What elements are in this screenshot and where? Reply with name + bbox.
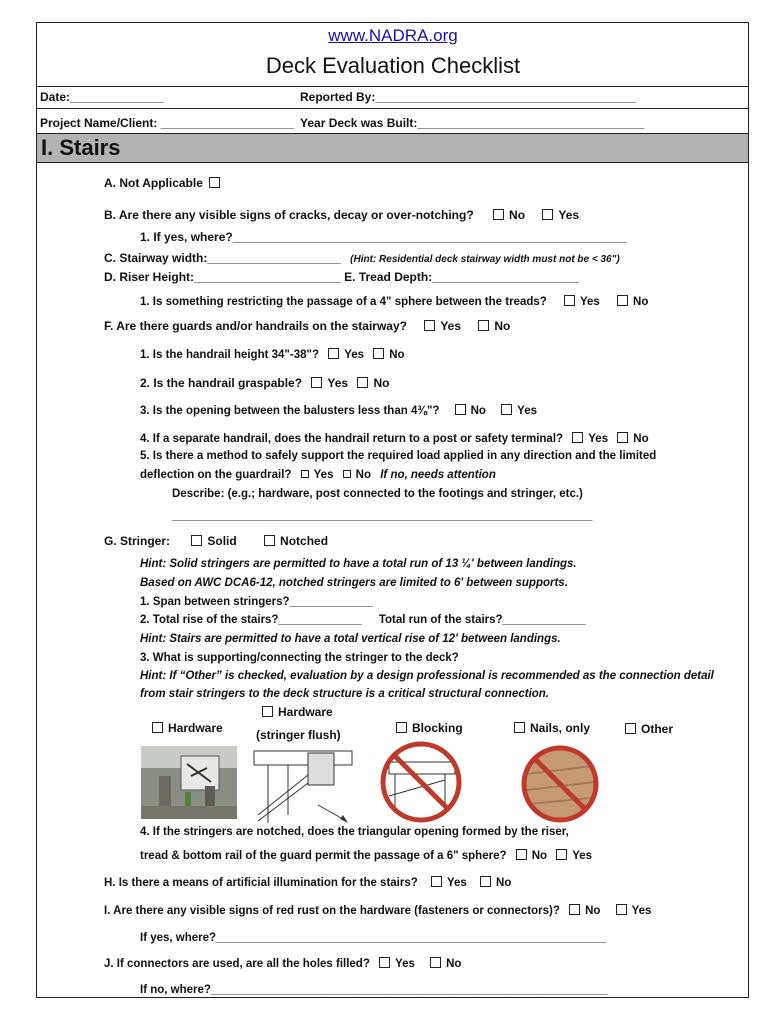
option-label: No	[355, 469, 372, 481]
option-label: Yes	[395, 957, 415, 970]
item-h-text: H. Is there a means of artificial illumination for the stairs?	[104, 876, 418, 889]
option-label: Yes	[344, 348, 365, 361]
item-g4b-text: tread & bottom rail of the guard permit the passage of a 6" sphere?	[140, 849, 507, 862]
reported-by-field[interactable]: Reported By:_______________________________________	[300, 90, 636, 104]
option-sublabel: (stringer flush)	[256, 728, 341, 742]
checkbox-no[interactable]	[617, 432, 628, 443]
item-a-text: A. Not Applicable	[104, 176, 203, 190]
item-j1[interactable]	[140, 984, 613, 996]
item-f2-text: 2. Is the handrail graspable?	[140, 376, 303, 390]
checkbox-no[interactable]	[357, 377, 368, 388]
option-label: No	[633, 295, 649, 308]
item-g1-text: 1. Span between stringers?_____________	[140, 596, 373, 608]
item-f1	[140, 348, 411, 361]
item-b-text: B. Are there any visible signs of cracks, decay or over-notching?	[104, 208, 474, 222]
item-g	[104, 534, 334, 548]
item-d1	[140, 295, 654, 308]
checkbox-yes[interactable]	[328, 348, 339, 359]
option-label: No	[531, 849, 548, 862]
checkbox-yes[interactable]	[311, 377, 322, 388]
describe-line[interactable]	[172, 508, 598, 522]
checkbox-yes[interactable]	[556, 849, 567, 860]
item-a	[104, 176, 225, 190]
item-d1-text: 1. Is something restricting the passage of a 4" sphere between the treads?	[140, 295, 547, 308]
item-j-text: J. If connectors are used, are all the holes filled?	[104, 957, 370, 970]
item-f2	[140, 376, 395, 390]
item-j1-text: If no, where?______________________________________________________________	[140, 984, 608, 996]
item-g4	[140, 826, 575, 838]
checkbox-no[interactable]	[430, 957, 441, 968]
hint-text: Hint: Solid stringers are permitted to have a total run of 13 ¼' between landings.	[140, 558, 577, 570]
option-label: Solid	[207, 534, 237, 548]
option-label: Nails, only	[530, 721, 591, 735]
checkbox-no[interactable]	[617, 295, 628, 306]
item-f5	[140, 450, 662, 462]
item-g-text: G. Stringer:	[104, 534, 171, 548]
item-f5-continued	[140, 469, 502, 481]
option-label: Yes	[558, 208, 580, 222]
website-link[interactable]: www.NADRA.org	[328, 26, 458, 45]
item-f3	[140, 404, 543, 417]
option-hardware-flush[interactable]	[262, 705, 339, 719]
checkbox[interactable]	[152, 722, 163, 733]
option-label: Other	[641, 722, 674, 736]
nails-prohibited-image	[515, 744, 605, 824]
option-other[interactable]	[625, 722, 679, 736]
checkbox[interactable]	[209, 177, 220, 188]
divider	[37, 108, 748, 109]
checkbox-yes[interactable]	[501, 404, 512, 415]
item-f4	[140, 432, 655, 445]
total-rise-text: 2. Total rise of the stairs?_____________	[140, 614, 362, 626]
hint-text: Hint: Stairs are permitted to have a total vertical rise of 12' between landings.	[140, 633, 561, 645]
option-label: No	[509, 208, 526, 222]
item-i1[interactable]	[140, 932, 612, 944]
item-g3-text: 3. What is supporting/connecting the stringer to the deck?	[140, 652, 459, 664]
nails-only-prohibited-photo	[515, 744, 605, 824]
option-label: Yes	[572, 849, 593, 862]
page-title: Deck Evaluation Checklist	[265, 53, 521, 78]
checkbox[interactable]	[262, 706, 273, 717]
project-name-field[interactable]: Project Name/Client: ____________________	[40, 116, 295, 130]
item-g1[interactable]	[140, 596, 379, 608]
checkbox[interactable]	[514, 722, 525, 733]
item-b1[interactable]	[140, 230, 632, 244]
stair-rise-hint	[140, 633, 567, 645]
option-label: Yes	[517, 404, 537, 417]
blocking-prohibited-drawing	[375, 740, 467, 825]
option-blocking[interactable]	[396, 721, 469, 735]
hardware-photo	[141, 746, 237, 819]
item-i-text: I. Are there any visible signs of red rust on the hardware (fasteners or connectors)?	[104, 904, 560, 917]
year-built-field[interactable]: Year Deck was Built:__________________________________	[300, 116, 645, 130]
item-c[interactable]	[104, 251, 626, 265]
option-label: Yes	[580, 295, 600, 308]
checkbox-no[interactable]	[478, 320, 489, 331]
checkbox-notched[interactable]	[264, 535, 275, 546]
hardware-flush-drawing	[248, 745, 358, 827]
checkbox-yes[interactable]	[616, 904, 627, 915]
option-label: No	[494, 319, 511, 333]
hardware-photo-image	[141, 746, 237, 819]
item-b	[104, 208, 585, 222]
describe-text: Describe: (e.g.; hardware, post connected to the footings and stringer, etc.)	[172, 488, 583, 500]
option-label: Yes	[327, 376, 349, 390]
option-label: Yes	[440, 319, 462, 333]
option-label: Yes	[631, 904, 652, 917]
option-label: Yes	[313, 469, 334, 481]
stringer-hint-2	[140, 577, 574, 589]
option-label: Yes	[446, 876, 467, 889]
item-d[interactable]	[104, 270, 585, 284]
option-label: No	[446, 957, 462, 970]
option-label: No	[585, 904, 601, 917]
divider	[37, 86, 748, 87]
checkbox[interactable]	[396, 722, 407, 733]
checkbox-no[interactable]	[493, 209, 504, 220]
item-g2[interactable]	[140, 614, 592, 626]
hint-text: Based on AWC DCA6-12, notched stringers are limited to 6' between supports.	[140, 577, 568, 589]
option-label: Yes	[588, 432, 609, 445]
checkbox-yes[interactable]	[542, 209, 553, 220]
option-label: Hardware	[168, 721, 223, 735]
checkbox-yes[interactable]	[301, 470, 309, 478]
option-label: Hardware	[278, 705, 333, 719]
item-f	[104, 319, 516, 333]
item-f1-text: 1. Is the handrail height 34"-38"?	[140, 348, 319, 361]
checkbox-no[interactable]	[373, 348, 384, 359]
other-hint-1	[140, 670, 720, 682]
item-f5b-text: deflection on the guardrail?	[140, 469, 292, 481]
checkbox-no[interactable]	[569, 904, 580, 915]
item-d-text: D. Riser Height:______________________ E. Tread Depth:______________________	[104, 270, 580, 284]
item-i1-text: If yes, where?_____________________________________________________________	[140, 932, 607, 944]
option-label: No	[496, 876, 512, 889]
checkbox-no[interactable]	[343, 470, 351, 478]
option-label: No	[470, 404, 486, 417]
checkbox[interactable]	[625, 723, 636, 734]
other-hint-2	[140, 688, 555, 700]
option-hardware[interactable]	[152, 721, 229, 735]
item-f4-text: 4. If a separate handrail, does the handrail return to a post or safety terminal?	[140, 432, 564, 445]
checkbox-no[interactable]	[480, 876, 491, 887]
checkbox-solid[interactable]	[191, 535, 202, 546]
item-f-text: F. Are there guards and/or handrails on the stairway?	[104, 319, 407, 333]
total-run-text: Total run of the stairs?_____________	[378, 614, 586, 626]
item-b1-text: 1. If yes, where?___________________________________________________________	[140, 230, 627, 244]
option-nails-only[interactable]	[514, 721, 596, 735]
checkbox-yes[interactable]	[424, 320, 435, 331]
item-g4-continued	[140, 849, 598, 862]
checkbox-yes[interactable]	[572, 432, 583, 443]
checkbox-yes[interactable]	[379, 957, 390, 968]
needs-attention-note: If no, needs attention	[380, 469, 496, 481]
item-g3	[140, 652, 465, 664]
item-c-text: C. Stairway width:____________________	[104, 251, 341, 265]
option-label: No	[633, 432, 649, 445]
describe-blank: _______________________________________________________________	[172, 508, 593, 522]
hint-text: from stair stringers to the deck structure is a critical structural connection.	[140, 688, 550, 700]
item-f3-text: 3. Is the opening between the balusters less than 4⅜"?	[140, 404, 440, 417]
checkbox-yes[interactable]	[564, 295, 575, 306]
option-hardware-flush-note	[256, 728, 347, 742]
checkbox-no[interactable]	[516, 849, 527, 860]
item-i	[104, 904, 657, 917]
stringer-hint-1	[140, 558, 583, 570]
checkbox-yes[interactable]	[431, 876, 442, 887]
hardware-flush-drawing-image	[248, 745, 358, 827]
blocking-prohibited-image	[375, 740, 467, 825]
checkbox-no[interactable]	[455, 404, 466, 415]
stair-width-hint: (Hint: Residential deck stairway width must not be < 36")	[350, 254, 620, 265]
date-field[interactable]: Date:______________	[40, 90, 164, 104]
item-f5-text: 5. Is there a method to safely support the required load applied in any direction and the limited	[140, 450, 657, 462]
describe-label	[172, 488, 589, 500]
option-label: No	[389, 348, 405, 361]
option-label: Blocking	[412, 721, 463, 735]
option-label: No	[373, 376, 390, 390]
hint-text: Hint: If “Other” is checked, evaluation by a design professional is recommended as the connection detail	[140, 670, 714, 682]
item-g4-text: 4. If the stringers are notched, does the triangular opening formed by the riser,	[140, 826, 569, 838]
item-j	[104, 957, 467, 970]
section-title: I. Stairs	[41, 135, 121, 160]
section-bar	[37, 133, 748, 163]
item-h	[104, 876, 517, 889]
option-label: Notched	[280, 534, 329, 548]
